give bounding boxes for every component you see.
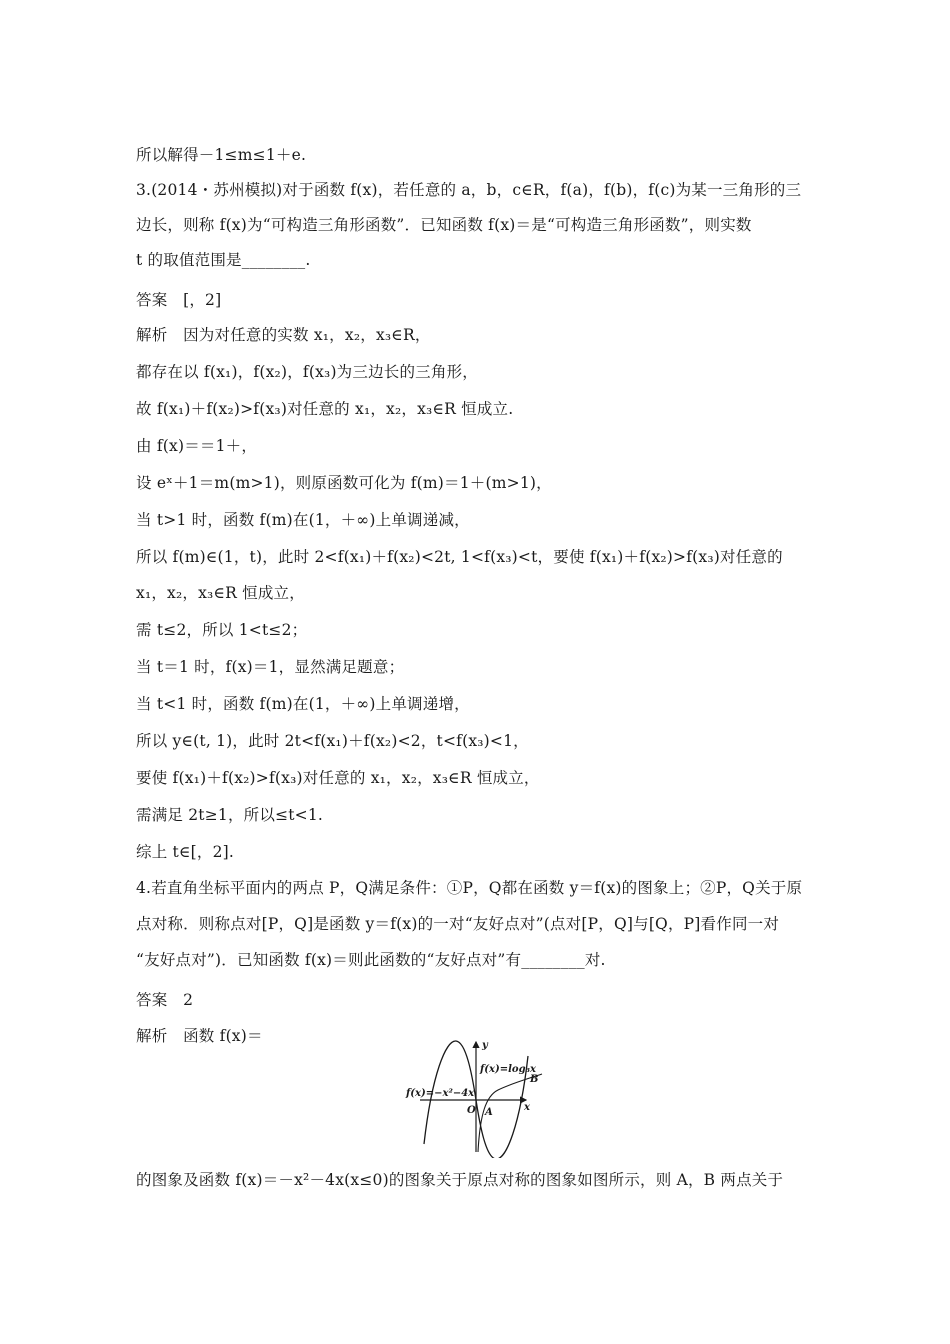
solution-line: 所以 y∈(t, 1)，此时 2t<f(x₁)＋f(x₂)<2，t<f(x₃)<1，: [136, 732, 529, 750]
solution-line: 当 t<1 时，函数 f(m)在(1，＋∞)上单调递增，: [136, 695, 470, 713]
answer-label: 答案 2: [136, 991, 194, 1009]
solution-line: 要使 f(x₁)＋f(x₂)>f(x₃)对任意的 x₁，x₂，x₃∈R 恒成立，: [136, 769, 540, 787]
solution-line: 综上 t∈[，2].: [136, 843, 235, 861]
question-4-line-2: 点对称．则称点对[P，Q]是函数 y＝f(x)的一对“友好点对”(点对[P，Q]与[Q，P]看作同一对: [136, 915, 780, 933]
point-a-label: A: [485, 1107, 493, 1118]
solution-line: 由 f(x)＝＝1＋，: [136, 437, 258, 455]
question-4-line-1: 4.若直角坐标平面内的两点 P，Q满足条件：①P，Q都在函数 y＝f(x)的图象上；②P，Q关于原: [136, 879, 803, 897]
solution-line: 都存在以 f(x₁)，f(x₂)，f(x₃)为三边长的三角形，: [136, 363, 478, 381]
solution-line: 解析 因为对任意的实数 x₁，x₂，x₃∈R，: [136, 326, 431, 344]
function-graph-figure: [402, 1034, 552, 1158]
x-axis-label: x: [524, 1102, 530, 1113]
answer-label: 答案 [，2]: [136, 291, 222, 309]
solution-line: 解析 函数 f(x)＝: [136, 1027, 263, 1045]
question-3-line-2: 边长，则称 f(x)为“可构造三角形函数”．已知函数 f(x)＝是“可构造三角形函数”，则实数: [136, 216, 752, 234]
solution-line: 需满足 2t≥1，所以≤t<1.: [136, 806, 324, 824]
solution-line: 设 eˣ＋1＝m(m>1)，则原函数可化为 f(m)＝1＋(m>1)，: [136, 474, 552, 492]
solution-line: x₁，x₂，x₃∈R 恒成立，: [136, 584, 305, 602]
text-line: 所以解得－1≤m≤1＋e.: [136, 146, 307, 164]
text-line: 的图象及函数 f(x)＝－x²－4x(x≤0)的图象关于原点对称的图象如图所示，则 A，B 两点关于: [136, 1171, 784, 1189]
log-function-label: f(x)=log₃x: [480, 1064, 536, 1075]
solution-line: 当 t＝1 时，f(x)＝1，显然满足题意；: [136, 658, 405, 676]
solution-line: 所以 f(m)∈(1，t)，此时 2<f(x₁)＋f(x₂)<2t, 1<f(x₃)<t，要使 f(x₁)＋f(x₂)>f(x₃)对任意的: [136, 548, 783, 566]
solution-line: 需 t≤2，所以 1<t≤2；: [136, 621, 308, 639]
solution-line: 当 t>1 时，函数 f(m)在(1，＋∞)上单调递减，: [136, 511, 470, 529]
question-3-line-1: 3.(2014・苏州模拟)对于函数 f(x)，若任意的 a，b，c∈R，f(a)，f(b)，f(c)为某一三角形的三: [136, 181, 802, 199]
origin-label: O: [467, 1105, 476, 1116]
function-graph: [402, 1034, 552, 1158]
y-axis-label: y: [482, 1040, 488, 1051]
question-3-line-3: t 的取值范围是________.: [136, 251, 311, 269]
quadratic-function-label: f(x)=−x²−4x: [406, 1088, 475, 1099]
point-b-label: B: [530, 1074, 539, 1085]
solution-line: 故 f(x₁)＋f(x₂)>f(x₃)对任意的 x₁，x₂，x₃∈R 恒成立.: [136, 400, 514, 418]
question-4-line-3: “友好点对”)．已知函数 f(x)＝则此函数的“友好点对”有________对.: [136, 951, 606, 969]
